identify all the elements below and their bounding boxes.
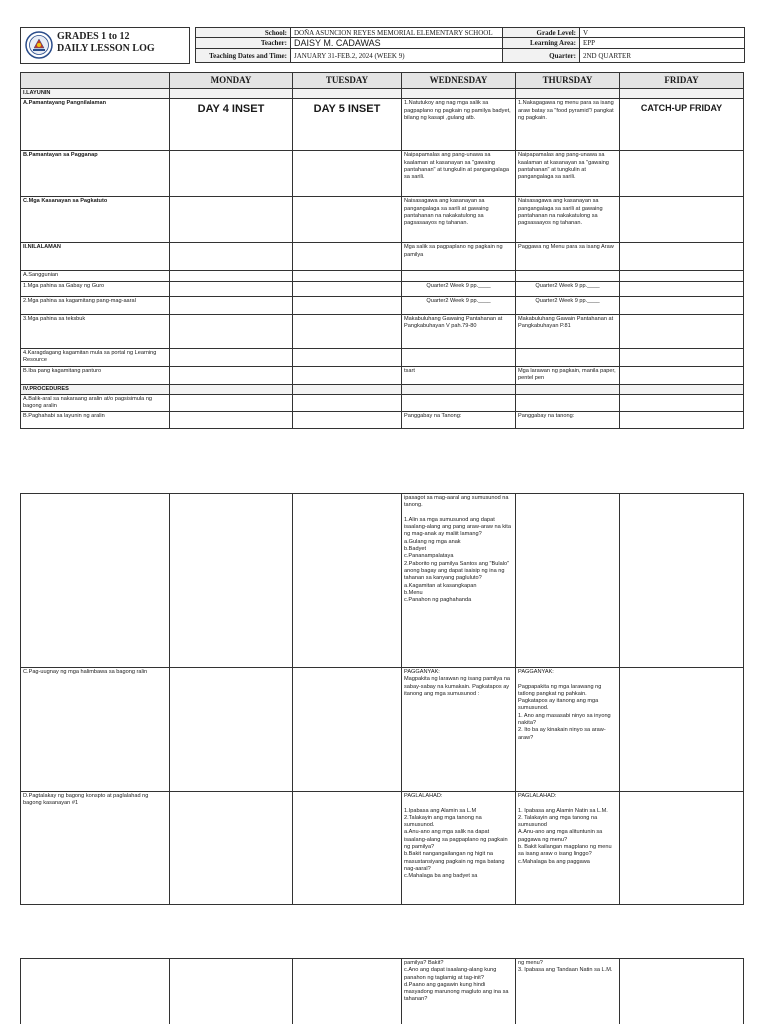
title-line-1: GRADES 1 to 12 [57,31,130,42]
monday-inset: DAY 4 INSET [170,99,293,151]
thursday-paghahabi: Panggabay na tanong: [516,412,620,429]
section-layunin: I.LAYUNIN [21,89,170,99]
teacher-value: DAISY M. CADAWAS [291,38,503,49]
header-logo-box [20,27,190,64]
row-label-sanggunian: A.Sanggunian [21,271,170,281]
school-value: DOÑA ASUNCION REYES MEMORIAL ELEMENTARY SCHOOL [291,28,503,38]
friday-catch-up: CATCH-UP FRIDAY [620,99,744,151]
row-label-iba-pang-kagamitan: B.Iba pang kagamitang panturo [21,366,170,384]
wednesday-pagtalakay-continued: pamilya? Bakit? c.Ano ang dapat isaalang-alang kung panahon ng taglamig at tag-init? d.Paano ang gagawin kung hindi masyadong marunong magluto ang ina sa tahanan? [402,959,516,1024]
day-header-friday: FRIDAY [620,73,744,89]
thursday-kasanayan: Naisasagawa ang kasanayan sa pangangalaga sa sarili at gawaing pantahanan na nakakatulong sa pagsasaayos ng tahanan. [516,197,620,243]
wednesday-objective: 1.Natutukoy ang nag mga salik sa pagpaplano ng pagkain ng pamilya badyet, bilang ng kasapi ,gulang atb. [402,99,516,151]
thursday-pag-uugnay: PAGGANYAK: Pagpapakita ng mga larawang ng tatlong pangkat ng pahkain. Pagkatapos ay itanong ang mga sumusunod. 1. Ano ang masasabi ninyo sa inyong nakita? 2. Ito ba ay kinakain ninyo sa araw-araw? [516,668,620,792]
day-header-monday: MONDAY [170,73,293,89]
quarter-label: Quarter: [503,49,580,63]
wednesday-teksbuk: Makabuluhang Gawaing Pantahanan at Pangkabuhayan V pah.79-80 [402,314,516,348]
area-label: Learning Area: [503,38,580,49]
header-title [57,31,155,55]
row-label-teksbuk: 3.Mga pahina sa teksbuk [21,314,170,348]
row-label-pagtalakay: D.Pagtalakay ng bagong konspto at paglalahad ng bagong kasanayan #1 [21,792,170,905]
wednesday-pagtalakay: PAGLALAHAD: 1.Ipabasa ang Alamin sa L.M 2.Talakayin ang mga tanong na sumusunod. a.Anu-ano ang mga salik na dapat isaalang-alang sa pagpaplano ng pagkain ng pamilya? b.Bakit nangangailangan ng higit na masustansiyang pagkain ng mga batang nag-aaral? c.Mahalaga ba ang badyet sa [402,792,516,905]
header-info-table [195,27,745,63]
wednesday-pag-uugnay: PAGGANYAK: Magpakita ng larawan ng isang pamilya na sabay-sabay na kumakain. Pagkatapos ay itanong ang mga sumusunod : [402,668,516,792]
dates-value: JANUARY 31-FEB.2, 2024 (WEEK 9) [291,49,503,63]
day-header-wednesday: WEDNESDAY [402,73,516,89]
wednesday-paghahabi-continued: ipasagot sa mag-aaral ang sumusunod na tanong. 1.Alin sa mga sumusunod ang dapat isaalang-alang ang pang araw-araw na kita ng mag-anak ay maliit lamang? a.Gulang ng mga anak b.Badyet c.Pananampalataya 2.Paborito ng pamilya Santos ang "Bulalo" anong bagay ang dapat isaisip ng ina ng tahanan sa kanyang pagluluto? a.Kagamitan at kasangkapan b.Menu c.Panahon ng paghahanda [402,494,516,668]
row-label-pamantayang-pangnilalaman: A.Pamantayang Pangnilalaman [21,99,170,151]
day-header-tuesday: TUESDAY [293,73,402,89]
day-header-thursday: THURSDAY [516,73,620,89]
row-label-nilalaman: II.NILALAMAN [21,243,170,271]
teacher-label: Teacher: [196,38,291,49]
section-procedures: IV.PROCEDURES [21,384,170,394]
row-label-karagdagang: 4.Karagdagang kagamitan mula sa portal ng Learning Resource [21,348,170,366]
title-line-2: DAILY LESSON LOG [57,43,155,54]
deped-seal-icon [25,31,53,59]
thursday-iba: Mga larawan ng pagkain, manila paper, pentel pen [516,366,620,384]
thursday-objective: 1.Nakagagawa ng menu para sa isang araw batay sa "food pyramid"/ pangkat ng pagkain. [516,99,620,151]
tuesday-inset: DAY 5 INSET [293,99,402,151]
thursday-pagganap: Naipapamalas ang pang-unawa sa kaalaman at kasanayan sa "gawaing pantahanan" at tungkulin at pangangalaga sa sarili. [516,151,620,197]
row-label-kasanayan: C.Mga Kasanayan sa Pagkatuto [21,197,170,243]
area-value: EPP [580,38,745,49]
lesson-log-table [20,72,744,429]
row-label-balik-aral: A.Balik-aral sa nakaraang aralin at/o pagsisimula ng bagong aralin [21,394,170,412]
row-label-gabay: 1.Mga pahina sa Gabay ng Guro [21,281,170,296]
thursday-pagtalakay: PAGLALAHAD: 1. Ipabasa ang Alamin Natin sa L.M. 2. Talakayin ang mga tanong na sumusunod A.Anu-ano ang mga alituntunin sa paggawa ng menu? b. Bakit kailangan magplano ng menu sa isang araw o isang linggo? c.Mahalaga ba ang paggawa [516,792,620,905]
row-label-kagamitan: 2.Mga pahina sa kagamitang pang-mag-aaral [21,296,170,314]
wednesday-paghahabi: Panggabay na Tanong: [402,412,516,429]
thursday-kagamitan: Quarter2 Week 9 pp.____ [516,296,620,314]
corner-cell [21,73,170,89]
row-label-pamantayan-sa-pagganap: B.Pamantayan sa Pagganap [21,151,170,197]
wednesday-pagganap: Naipapamalas ang pang-unawa sa kaalaman at kasanayan sa "gawaing pantahanan" at tungkulin at pangangalaga sa sarili. [402,151,516,197]
wednesday-iba: tsart [402,366,516,384]
row-label-paghahabi: B.Paghahabi sa layunin ng aralin [21,412,170,429]
school-label: School: [196,28,291,38]
dates-label: Teaching Dates and Time: [196,49,291,63]
grade-value: V [580,28,745,38]
lesson-log-table-continued [20,493,744,905]
thursday-nilalaman: Paggawa ng Menu para sa isang Araw [516,243,620,271]
quarter-value: 2ND QUARTER [580,49,745,63]
wednesday-kasanayan: Naisasagawa ang kasanayan sa pangangalaga sa sarili at gawaing pantahanan na nakakatulong sa pagsasaayos ng tahanan. [402,197,516,243]
thursday-teksbuk: Makabuluhang Gawain Pantahanan at Pangkabuhayan P.81 [516,314,620,348]
lesson-log-table-page-3 [20,958,744,1024]
wednesday-kagamitan: Quarter2 Week 9 pp.____ [402,296,516,314]
wednesday-gabay: Quarter2 Week 9 pp.____ [402,281,516,296]
thursday-gabay: Quarter2 Week 9 pp.____ [516,281,620,296]
row-label-pag-uugnay: C.Pag-uugnay ng mga halimbawa sa bagong ralin [21,668,170,792]
grade-label: Grade Level: [503,28,580,38]
wednesday-nilalaman: Mga salik sa pagpaplano ng pagkain ng pamilya [402,243,516,271]
thursday-pagtalakay-continued: ng menu? 3. Ipabasa ang Tandaan Natin sa L.M. [516,959,620,1024]
